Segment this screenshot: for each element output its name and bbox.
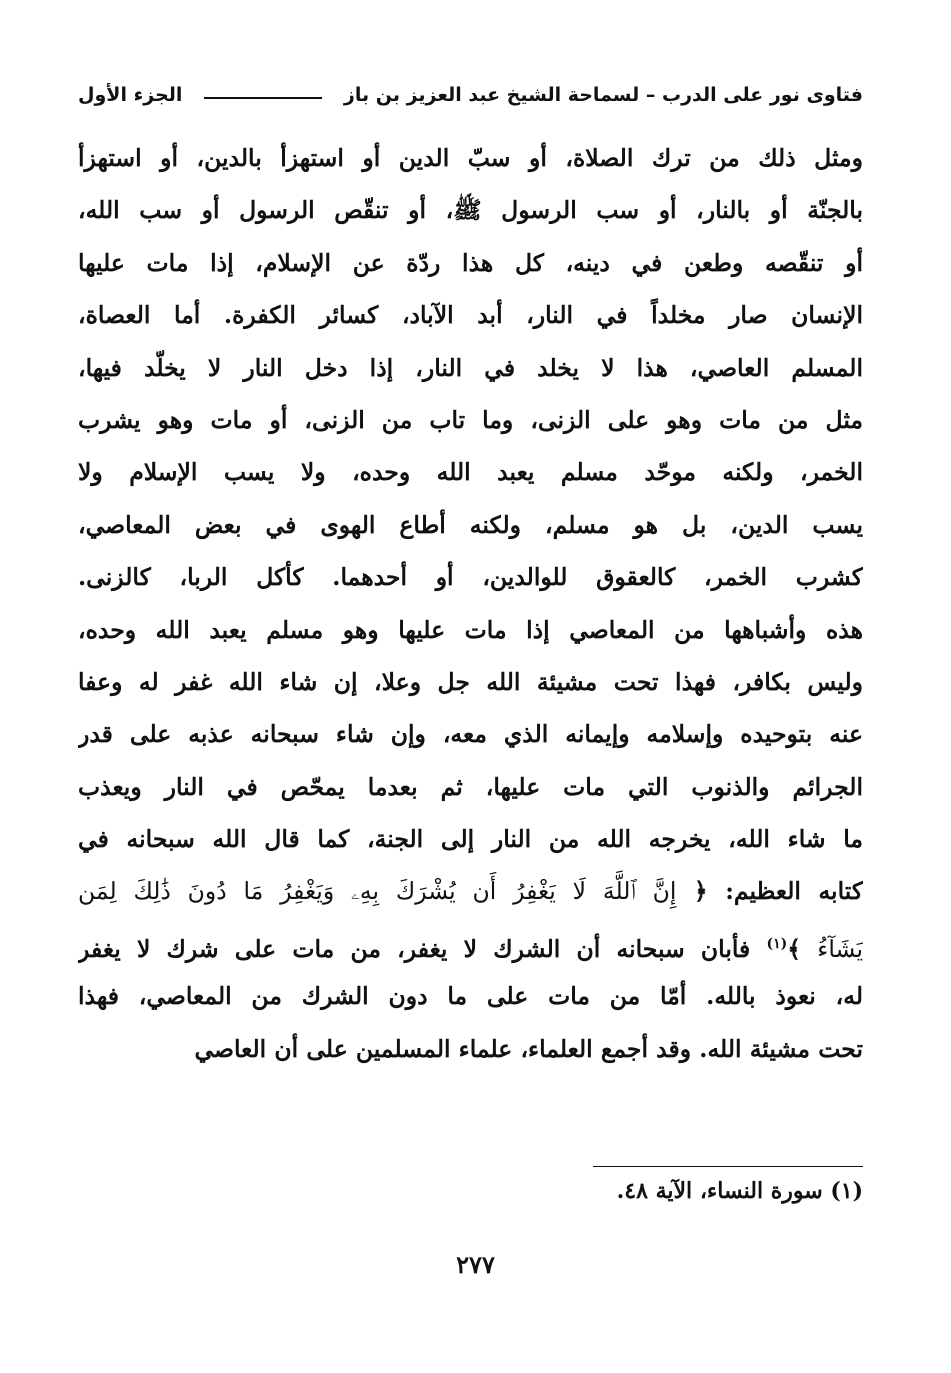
text-line: يسب الدين، بل هو مسلم، ولكنه أطاع الهوى في بعض المعاصي، bbox=[78, 510, 863, 539]
text-line: وليس بكافر، فهذا تحت مشيئة الله جل وعلا، إن شاء الله غفر له وعفا bbox=[78, 667, 863, 696]
text-line: الإنسان صار مخلداً في النار، أبد الآباد، كسائر الكفرة. أما العصاة، bbox=[78, 301, 863, 330]
text-line: أو تنقّصه وطعن في دينه، كل هذا ردّة عن الإسلام، إذا مات عليها bbox=[78, 248, 863, 277]
footnote-marker: (١) bbox=[766, 935, 788, 952]
text-line: تحت مشيئة الله. وقد أجمع العلماء، علماء المسلمين على أن العاصي bbox=[194, 1034, 863, 1063]
header-rule bbox=[204, 97, 322, 99]
quran-verse: إِنَّ ٱللَّهَ لَا يَغْفِرُ أَن يُشْرَكَ بِهِۦ وَيَغْفِرُ مَا دُونَ ذَٰلِكَ لِمَن bbox=[78, 877, 677, 906]
footnote: (١) سورة النساء، الآية ٤٨. bbox=[616, 1178, 863, 1204]
book-title: فتاوى نور على الدرب – لسماحة الشيخ عبد العزيز بن باز bbox=[343, 84, 863, 106]
text-line: هذه وأشباهها من المعاصي إذا مات عليها وهو مسلم يعبد الله وحده، bbox=[78, 615, 863, 644]
text-line: ما شاء الله، يخرجه الله من النار إلى الجنة، كما قال الله سبحانه في bbox=[78, 825, 863, 854]
text-line: ومثل ذلك من ترك الصلاة، أو سبّ الدين أو استهزأ بالدين، أو استهزأ bbox=[78, 144, 863, 172]
text-line: عنه بتوحيده وإسلامه وإيمانه الذي معه، وإن شاء سبحانه عذبه على قدر bbox=[78, 720, 863, 749]
text-line: الجرائم والذنوب التي مات عليها، ثم بعدما يمحّص في النار ويعذب bbox=[78, 772, 863, 801]
volume-label: الجزء الأول bbox=[78, 84, 183, 106]
text-line: الخمر، ولكنه موحّد مسلم يعبد الله وحده، ولا يسب الإسلام ولا bbox=[78, 458, 863, 487]
text-line: المسلم العاصي، هذا لا يخلد في النار، إذا دخل النار لا يخلّد فيها، bbox=[78, 353, 863, 382]
verse-lead: كتابه العظيم: ﴿ bbox=[693, 877, 863, 906]
verse-line bbox=[78, 865, 863, 917]
verse-line bbox=[78, 918, 863, 970]
quran-verse: يَشَآءُ bbox=[817, 934, 863, 963]
running-header bbox=[78, 78, 863, 112]
footnote-rule bbox=[593, 1166, 863, 1167]
verse-line-rest: فأبان سبحانه أن الشرك لا يغفر، من مات على شرك لا يغفر bbox=[78, 934, 751, 963]
verse-close-bracket: ﴾ bbox=[787, 934, 802, 963]
body-text bbox=[78, 132, 863, 1075]
text-line: كشرب الخمر، كالعقوق للوالدين، أو أحدهما. كأكل الربا، كالزنى. bbox=[78, 563, 863, 592]
text-line: مثل من مات وهو على الزنى، وما تاب من الزنى، أو مات وهو يشرب bbox=[78, 405, 863, 434]
text-line: له، نعوذ بالله. أمّا من مات على ما دون الشرك من المعاصي، فهذا bbox=[78, 982, 863, 1011]
text-line: بالجنّة أو بالنار، أو سب الرسول ﷺ، أو تنقّص الرسول أو سب الله، bbox=[78, 196, 863, 225]
page-number: ٢٧٧ bbox=[456, 1250, 495, 1279]
